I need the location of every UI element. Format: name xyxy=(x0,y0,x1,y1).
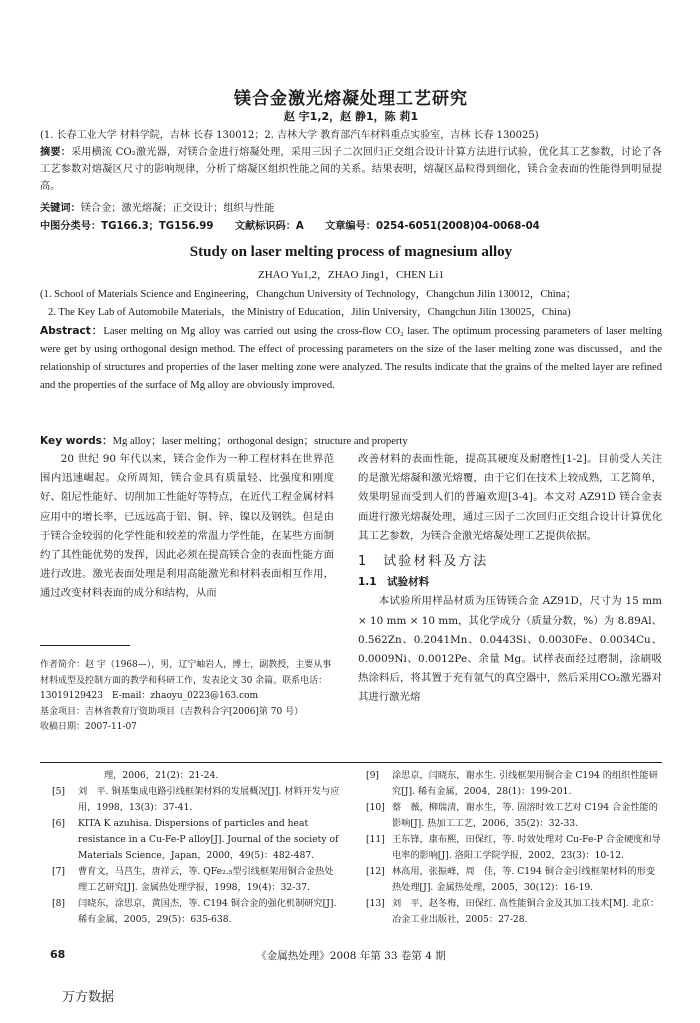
chinese-abstract xyxy=(40,144,662,195)
chinese-authors: 赵 宇1,2，赵 静1，陈 莉1 xyxy=(283,110,419,123)
english-abstract-label: Abstract： xyxy=(40,325,104,337)
chinese-keywords xyxy=(40,200,662,217)
keywords-label: 关键词： xyxy=(40,203,81,214)
footnote xyxy=(40,658,334,736)
english-keywords-text: Mg alloy；laser melting；orthogonal design；structure and property xyxy=(112,436,408,447)
references-right xyxy=(366,768,662,928)
section-heading-1-1: 1.1 试验材料 xyxy=(358,576,430,589)
keywords-text: 镁合金；激光熔凝；正交设计；组织与性能 xyxy=(80,203,275,214)
references-left xyxy=(52,768,342,928)
journal-footer: 《金属热处理》2008 年第 33 卷第 4 期 xyxy=(256,950,446,962)
reference-item: [6] KITA K azuhisa. Dispersions of particles and heat resistance in a Cu-Fe-P alloy[J]. Journal of the society of Materials Science，Japan，2000，49(5)：482-487. xyxy=(52,818,339,861)
footnote-rule xyxy=(40,645,130,646)
body-left-column xyxy=(40,450,334,604)
abstract-label: 摘要： xyxy=(40,147,71,158)
section-heading-1: 1 试验材料及方法 xyxy=(358,554,489,570)
chinese-title: 镁合金激光熔凝处理工艺研究 xyxy=(234,89,468,109)
reference-item: [10] 蔡 薇，柳瑞清，谢水生，等. 固溶时效工艺对 C194 合金性能的影响[J]. 热加工工艺，2006，35(2)：32-33. xyxy=(366,802,658,829)
reference-item: 理，2006，21(2)：21-24. xyxy=(104,770,219,781)
watermark: 万方数据 xyxy=(62,990,115,1005)
reference-item: [11] 王东锋，康布熙，田保红，等. 时效处理对 Cu-Fe-P 合金硬度和导电率的影响[J]. 洛阳工学院学报，2002，23(3)：10-12. xyxy=(366,834,661,861)
english-keywords xyxy=(40,432,662,451)
english-authors: ZHAO Yu1,2，ZHAO Jing1，CHEN Li1 xyxy=(258,269,444,281)
english-affiliation-1: (1. School of Materials Science and Engineering，Changchun University of Technology，Changchun Jilin 130012，China； xyxy=(40,289,577,300)
received-date: 收稿日期：2007-11-07 xyxy=(40,722,137,732)
references-rule xyxy=(40,762,662,763)
english-keywords-label: Key words： xyxy=(40,435,113,447)
page-number: 68 xyxy=(50,948,66,961)
english-affiliation-2: 2. The Key Lab of Automobile Materials，the Ministry of Education，Jilin University，Changchun Jilin 130025，China) xyxy=(48,307,571,318)
reference-item: [12] 林高用，张振峰，周 佳，等. C194 铜合金引线框架材料的形变热处理[J]. 金属热处理，2005，30(12)：16-19. xyxy=(366,866,656,893)
reference-item: [13] 刘 平，赵冬梅，田保红. 高性能铜合金及其加工技术[M]. 北京：冶金工业出版社，2005：27-28. xyxy=(366,898,660,925)
english-abstract-text: Laser melting on Mg alloy was carried out using the cross-flow CO₂ laser. The optimum processing parameters of laser melting were get by using orthogonal design method. The effect of processing parameters on the size of the laser melting zone was discussed，and the relationship of structures and properties of the laser melting zone were analyzed. The results indicate that the grains of the melted layer are refined and the properties of the surface of Mg alloy are obviously improved. xyxy=(40,326,662,391)
reference-item: [9] 涂思京，闫晓东，谢水生. 引线框架用铜合金 C194 的组织性能研究[J]. 稀有金属，2004，28(1)：199-201. xyxy=(366,770,658,797)
abstract-text: 采用横流 CO₂激光器，对镁合金进行熔凝处理，采用三因子二次回归正交组合设计计算方法进行试验，优化其工艺参数，讨论了各工艺参数对熔凝区尺寸的影响规律，分析了熔凝区组织性能之间的关系。结果表明，熔凝区晶粒得到细化，镁合金表面的性能得到明显提高。 xyxy=(40,147,662,192)
english-title: Study on laser melting process of magnesium alloy xyxy=(189,244,513,260)
materials-paragraph: 本试验所用样品材质为压铸镁合金 AZ91D，尺寸为 15 mm × 10 mm × 10 mm，其化学成分（质量分数，%）为 8.89Al、0.562Zn、0.2041Mn、0.0443Si、0.0030Fe、0.0034Cu、0.0009Ni、0.0012Pe、余量 Mg。试样表面经过磨制，涂刷吸热涂料后，将其置于充有氩气的真空器中，然后采用CO₂激光器对其进行激光熔 xyxy=(358,595,662,704)
intro-paragraph-continued: 改善材料的表面性能，提高其硬度及耐磨性[1-2]。目前受人关注的是激光熔凝和激光熔覆，由于它们在技术上较成熟，工艺简单，效果明显而受到人们的普遍欢迎[3-4]。本文对 AZ91D 镁合金表面进行激光熔凝处理，通过三因子二次回归正交组合设计计算优化其工艺参数，为镁合金激光熔凝处理工艺提供依据。 xyxy=(358,453,662,542)
reference-item: [5] 刘 平. 铜基集成电路引线框架材料的发展概况[J]. 材料开发与应用，1998，13(3)：37-41. xyxy=(52,786,340,813)
reference-item: [8] 闫晓东，涂思京，黄国杰，等. C194 铜合金的强化机制研究[J]. 稀有金属，2005，29(5)：635-638. xyxy=(52,898,337,925)
fund-info: 基金项目：吉林省教育厅资助项目（吉教科合字[2006]第 70 号） xyxy=(40,706,304,717)
english-abstract xyxy=(40,322,662,395)
author-bio: 作者简介：赵 宇（1968—），男，辽宁岫岩人，博士，副教授，主要从事材料成型及控制方面的教学和科研工作，发表论文 30 余篇。联系电话：13019129423 E-mail：zhaoyu_0223@163.com xyxy=(40,660,332,701)
body-right-column xyxy=(358,450,662,708)
classification-line: 中图分类号：TG166.3；TG156.99 文献标识码：A 文章编号：0254-6051(2008)04-0068-04 xyxy=(40,221,540,232)
chinese-affiliation: (1. 长春工业大学 材料学院，吉林 长春 130012；2. 吉林大学 教育部汽车材料重点实验室，吉林 长春 130025) xyxy=(40,130,539,141)
reference-item: [7] 曹育文，马莒生，唐祥云，等. QFe₂.₅型引线框架用铜合金热处理工艺研究[J]. 金属热处理学报，1998，19(4)：32-37. xyxy=(52,866,334,893)
intro-paragraph: 20 世纪 90 年代以来，镁合金作为一种工程材料在世界范围内迅速崛起。众所周知，镁合金具有质量轻、比强度和刚度好、阻尼性能好、切削加工性能好等特点，在近代工程金属材料应用中的增长率，已远远高于铝、铜、锌、镍以及钢铁。但是由于镁合金较弱的化学性能和较差的常温力学性能，在某些方面制约了其性能优势的发挥，因此必须在提高镁合金的表面性能方面进行改进。激光表面处理是利用高能激光和材料表面相互作用，通过改变材料表面的成分和结构，从而 xyxy=(40,453,334,600)
